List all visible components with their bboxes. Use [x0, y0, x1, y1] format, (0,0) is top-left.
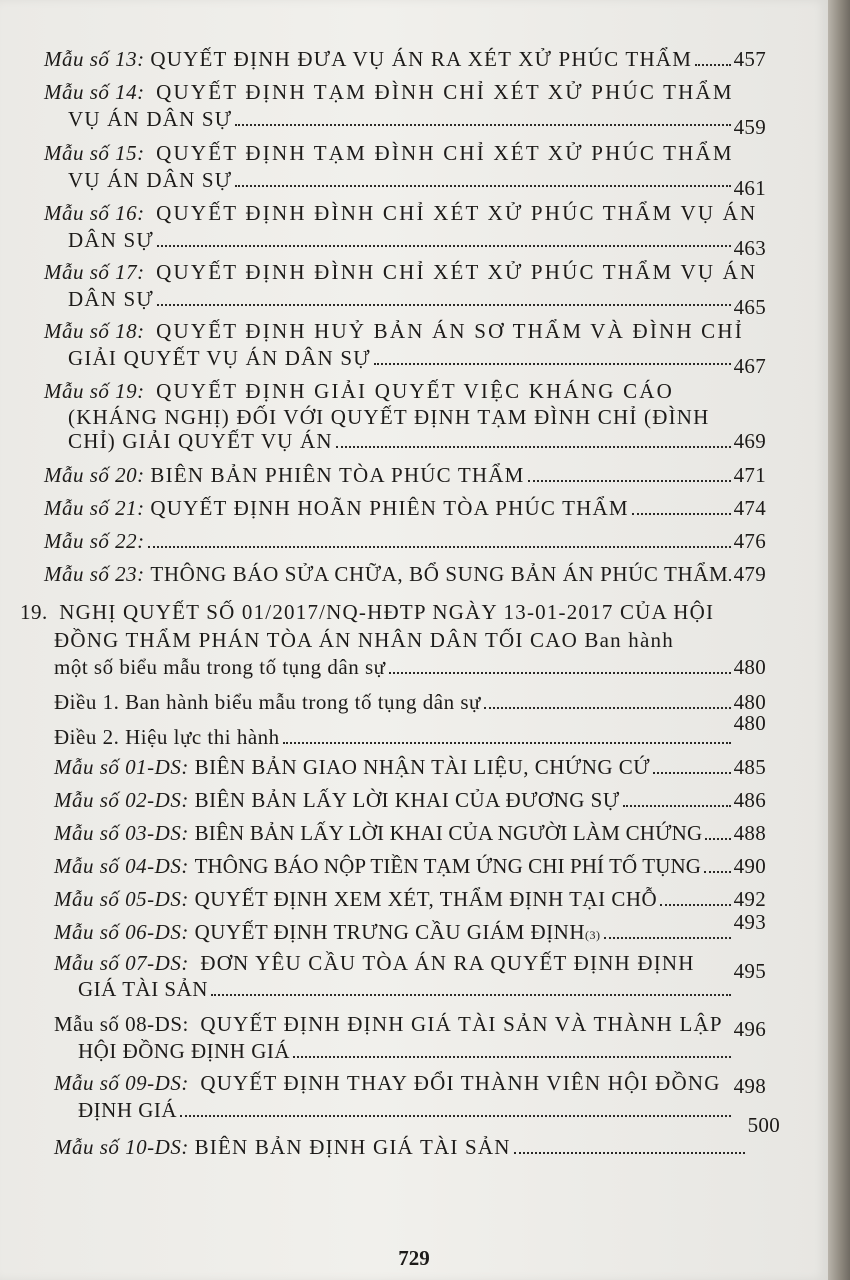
toc-page: 459 [733, 115, 766, 139]
toc-label: Mẫu số 06-DS: [54, 920, 189, 944]
section-title-line3: một số biểu mẫu trong tố tụng dân sự [54, 655, 386, 679]
toc-label: Mẫu số 15: [44, 141, 145, 165]
toc-title-cont: GIẢI QUYẾT VỤ ÁN DÂN SỰ [68, 346, 371, 370]
toc-page: 463 [733, 236, 766, 260]
toc-title: THÔNG BÁO SỬA CHỮA, BỔ SUNG BẢN ÁN PHÚC THẨM [150, 562, 729, 586]
toc-entry [44, 378, 674, 404]
toc-label: Mẫu số 20: [44, 463, 145, 487]
toc-page: 496 [733, 1017, 766, 1041]
toc-title: QUYẾT ĐỊNH ĐỊNH GIÁ TÀI SẢN VÀ THÀNH LẬP [200, 1012, 723, 1036]
toc-label: Mẫu số 22: [44, 529, 145, 553]
toc-label: Mẫu số 14: [44, 80, 145, 104]
article-text: Điều 1. Ban hành biểu mẫu trong tố tụng dân sự [54, 690, 481, 714]
toc-label: Mẫu số 16: [44, 201, 145, 225]
leader-dots [157, 245, 731, 247]
toc-title: QUYẾT ĐỊNH TRƯNG CẦU GIÁM ĐỊNH [194, 920, 585, 944]
toc-article [54, 689, 766, 715]
toc-page: 480 [733, 655, 766, 679]
toc-title: BIÊN BẢN PHIÊN TÒA PHÚC THẨM [150, 463, 525, 487]
toc-entry [54, 886, 766, 912]
toc-title: QUYẾT ĐỊNH ĐƯA VỤ ÁN RA XÉT XỬ PHÚC THẨM [150, 47, 693, 71]
toc-entry-cont [68, 227, 766, 260]
toc-title: QUYẾT ĐỊNH THAY ĐỔI THÀNH VIÊN HỘI ĐỒNG [200, 1071, 721, 1095]
toc-label: Mẫu số 09-DS: [54, 1071, 189, 1095]
toc-entry-cont [68, 428, 766, 454]
leader-dots [180, 1115, 731, 1117]
toc-page: 465 [733, 295, 766, 319]
toc-page: 476 [733, 529, 766, 553]
toc-label: Mẫu số 08-DS: [54, 1012, 189, 1036]
article-text: Điều 2. Hiệu lực thi hành [54, 725, 280, 749]
toc-page: 467 [733, 354, 766, 378]
toc-label: Mẫu số 04-DS: [54, 854, 189, 878]
toc-title: QUYẾT ĐỊNH ĐÌNH CHỈ XÉT XỬ PHÚC THẨM VỤ ÁN [156, 260, 758, 284]
leader-dots [235, 124, 730, 126]
leader-dots [653, 772, 731, 774]
toc-label: Mẫu số 21: [44, 496, 145, 520]
leader-dots [211, 994, 731, 996]
toc-page: 493 [733, 910, 766, 934]
toc-title: BIÊN BẢN LẤY LỜI KHAI CỦA NGƯỜI LÀM CHỨNG [194, 821, 703, 845]
page-edge [828, 0, 850, 1280]
toc-label: Mẫu số 17: [44, 260, 145, 284]
toc-title-cont: VỤ ÁN DÂN SỰ [68, 168, 233, 192]
toc-title: QUYẾT ĐỊNH TẠM ĐÌNH CHỈ XÉT XỬ PHÚC THẨM [156, 80, 734, 104]
section-heading-cont [54, 654, 766, 680]
toc-page: 498 [733, 1074, 766, 1098]
toc-entry-cont [68, 286, 766, 319]
toc-entry [44, 200, 757, 226]
toc-entry [44, 46, 766, 72]
leader-dots [705, 838, 730, 840]
toc-label: Mẫu số 19: [44, 379, 145, 403]
toc-entry-cont [68, 345, 766, 378]
section-title-line1: NGHỊ QUYẾT SỐ 01/2017/NQ-HĐTP NGÀY 13-01-2017 CỦA HỘI [59, 600, 715, 624]
toc-label: Mẫu số 07-DS: [54, 951, 189, 975]
toc-page: 490 [733, 854, 766, 878]
toc-title: ĐƠN YÊU CẦU TÒA ÁN RA QUYẾT ĐỊNH ĐỊNH [200, 951, 695, 975]
leader-dots [695, 64, 731, 66]
toc-title: QUYẾT ĐỊNH ĐÌNH CHỈ XÉT XỬ PHÚC THẨM VỤ ÁN [156, 201, 758, 225]
toc-label: Mẫu số 10-DS: [54, 1135, 189, 1159]
toc-title-cont: DÂN SỰ [68, 228, 154, 252]
toc-title: QUYẾT ĐỊNH XEM XÉT, THẨM ĐỊNH TẠI CHỖ [194, 887, 658, 911]
toc-page: 488 [733, 821, 766, 845]
toc-entry [44, 495, 766, 521]
toc-entry-cont [68, 404, 710, 430]
toc-title-cont: GIÁ TÀI SẢN [78, 977, 208, 1001]
toc-title-cont: HỘI ĐỒNG ĐỊNH GIÁ [78, 1039, 291, 1063]
toc-entry-cont [68, 106, 766, 139]
toc-entry [54, 853, 766, 879]
toc-title: BIÊN BẢN ĐỊNH GIÁ TÀI SẢN [194, 1135, 511, 1159]
page-number: 729 [398, 1246, 430, 1270]
toc-title-cont: CHỈ) GIẢI QUYẾT VỤ ÁN [68, 429, 333, 453]
toc-entry [44, 259, 757, 285]
toc-title: THÔNG BÁO NỘP TIỀN TẠM ỨNG CHI PHÍ TỐ TỤNG [194, 854, 701, 878]
leader-dots [374, 363, 731, 365]
toc-label: Mẫu số 13: [44, 47, 145, 71]
toc-title: QUYẾT ĐỊNH GIẢI QUYẾT VIỆC KHÁNG CÁO [156, 379, 675, 403]
toc-label: Mẫu số 23: [44, 562, 145, 586]
section-heading [20, 599, 714, 625]
leader-dots [235, 185, 730, 187]
leader-dots [632, 513, 731, 515]
toc-label: Mẫu số 02-DS: [54, 788, 189, 812]
toc-article [54, 711, 766, 750]
leader-dots [484, 707, 731, 709]
toc-entry [54, 910, 766, 948]
toc-page: 500 [747, 1113, 780, 1137]
leader-dots [283, 742, 731, 744]
toc-label: Mẫu số 01-DS: [54, 755, 189, 779]
toc-entry [54, 1113, 780, 1160]
toc-page: 480 [733, 690, 766, 714]
leader-dots [336, 446, 731, 448]
section-heading-cont [54, 627, 674, 653]
toc-entry [54, 1011, 723, 1037]
toc-title: BIÊN BẢN GIAO NHẬN TÀI LIỆU, CHỨNG CỨ [194, 755, 651, 779]
leader-dots [623, 805, 731, 807]
toc-page: 471 [733, 463, 766, 487]
toc-page: 461 [733, 176, 766, 200]
leader-dots [389, 672, 731, 674]
toc-page: 469 [733, 429, 766, 453]
leader-dots [604, 937, 731, 939]
toc-entry [54, 950, 695, 976]
leader-dots [148, 546, 731, 548]
toc-page: 474 [733, 496, 766, 520]
leader-dots [660, 904, 730, 906]
toc-entry [44, 79, 734, 105]
toc-page: 492 [733, 887, 766, 911]
toc-page: 479 [733, 562, 766, 586]
section-number: 19. [20, 600, 48, 624]
toc-page: 485 [733, 755, 766, 779]
leader-dots [729, 579, 730, 581]
toc-entry [44, 140, 734, 166]
footnote-mark: (3) [585, 928, 601, 942]
toc-title-cont: ĐỊNH GIÁ [78, 1098, 178, 1122]
toc-entry [44, 561, 766, 587]
leader-dots [704, 871, 731, 873]
toc-entry [44, 318, 744, 344]
toc-label: Mẫu số 03-DS: [54, 821, 189, 845]
leader-dots [528, 480, 731, 482]
toc-title-cont: VỤ ÁN DÂN SỰ [68, 107, 233, 131]
toc-entry-cont [68, 167, 766, 200]
leader-dots [514, 1152, 745, 1154]
toc-entry [44, 528, 766, 554]
toc-title: QUYẾT ĐỊNH HOÃN PHIÊN TÒA PHÚC THẨM [150, 496, 629, 520]
toc-entry [54, 754, 766, 780]
toc-title-cont: DÂN SỰ [68, 287, 154, 311]
toc-title: QUYẾT ĐỊNH TẠM ĐÌNH CHỈ XÉT XỬ PHÚC THẨM [156, 141, 734, 165]
toc-page: 486 [733, 788, 766, 812]
toc-entry [54, 1070, 721, 1096]
toc-page: 480 [733, 711, 766, 735]
toc-title-cont: (KHÁNG NGHỊ) ĐỐI VỚI QUYẾT ĐỊNH TẠM ĐÌNH CHỈ (ĐÌNH [68, 405, 710, 429]
toc-title: BIÊN BẢN LẤY LỜI KHAI CỦA ĐƯƠNG SỰ [194, 788, 620, 812]
toc-label: Mẫu số 05-DS: [54, 887, 189, 911]
leader-dots [157, 304, 731, 306]
toc-label: Mẫu số 18: [44, 319, 145, 343]
toc-entry [54, 787, 766, 813]
section-title-line2: ĐỒNG THẨM PHÁN TÒA ÁN NHÂN DÂN TỐI CAO Ban hành [54, 628, 674, 652]
toc-page: 495 [733, 959, 766, 983]
toc-title: QUYẾT ĐỊNH HUỶ BẢN ÁN SƠ THẨM VÀ ĐÌNH CHỈ [156, 319, 744, 343]
leader-dots [293, 1056, 731, 1058]
toc-entry [44, 462, 766, 488]
toc-entry [54, 820, 766, 846]
toc-page: 457 [733, 47, 766, 71]
